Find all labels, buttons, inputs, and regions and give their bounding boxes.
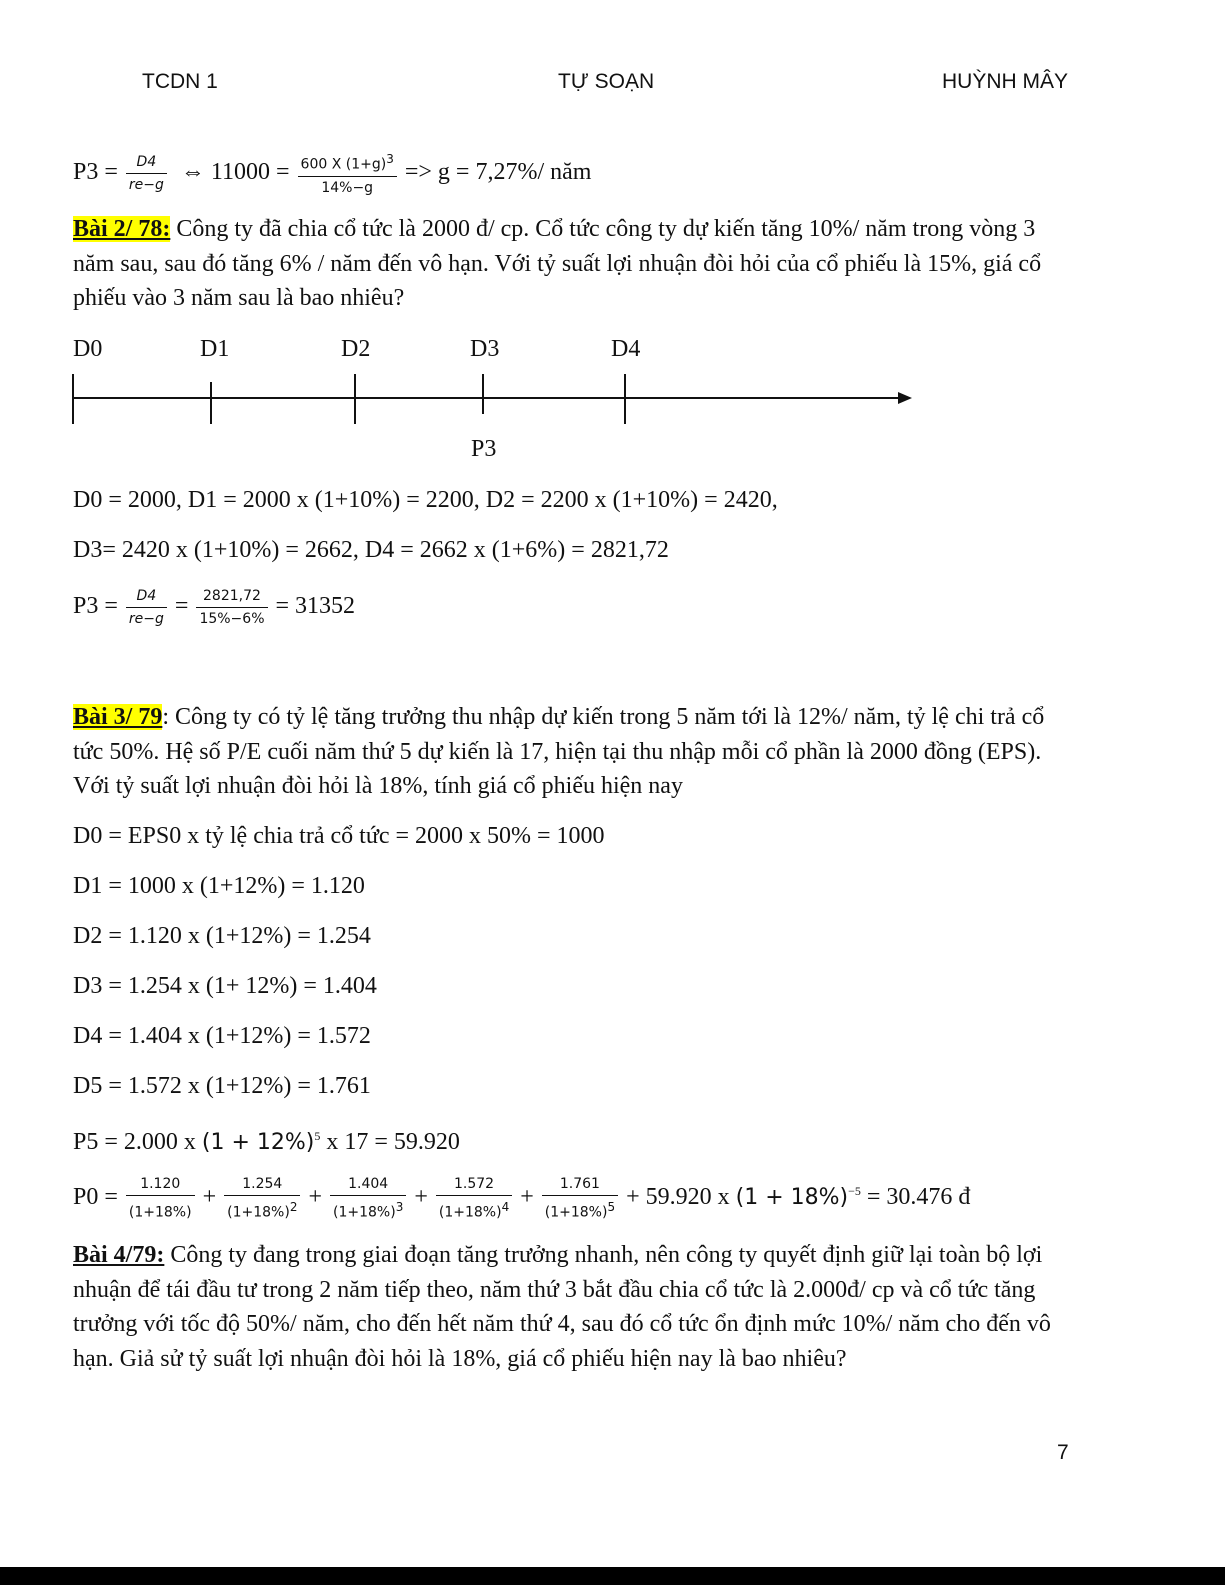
timeline-label-d3: D3 xyxy=(470,336,500,362)
bai3-label: Bài 3/ 79 xyxy=(73,704,163,730)
header-left: TCDN 1 xyxy=(142,70,218,93)
bai4-label: Bài 4/79: xyxy=(73,1242,165,1268)
timeline-label-d1: D1 xyxy=(200,336,230,362)
timeline-axis xyxy=(60,368,930,430)
fraction: $\frac{D4}{re-g}$ xyxy=(126,153,167,194)
fraction-term-2: $\frac{1.254}{(1+18\%)^2}$ xyxy=(224,1175,300,1222)
page-bottom-border xyxy=(0,1567,1225,1585)
timeline-label-p3: P3 xyxy=(471,436,497,462)
bai2-label: Bài 2/ 78: xyxy=(73,216,171,242)
bai3-p5-equation: P5 = 2.000 x $(1 + 12\%)^5$ x 17 = 59.920 xyxy=(73,1129,460,1155)
fraction-term-1: $\frac{1.120}{(1+18\%)}$ xyxy=(126,1175,195,1222)
bai3-line-d2: D2 = 1.120 x (1+12%) = 1.254 xyxy=(73,923,371,949)
bai3-line-d4: D4 = 1.404 x (1+12%) = 1.572 xyxy=(73,1023,371,1049)
timeline-arrow xyxy=(898,392,912,404)
bai2-problem: Bài 2/ 78: Công ty đã chia cổ tức là 2000 đ/ cp. Cổ tức công ty dự kiến tăng 10%/ năm trong vòng 3 năm sau, sau đó tăng 6% / năm đến vô hạn. Với tỷ suất lợi nhuận đòi hỏi của cổ phiếu là 15%, giá cổ phiếu vào 3 năm sau là bao nhiêu? xyxy=(73,216,1042,311)
fraction: $\frac{600 X (1+g)^3}{14\%-g}$ xyxy=(298,150,397,197)
fraction-term-4: $\frac{1.572}{(1+18\%)^4}$ xyxy=(436,1175,512,1222)
bai2-p3-equation: P3 = $\frac{D4}{re-g}$ = $\frac{2821,72}{15\%-6\%}$ = 31352 xyxy=(73,588,356,627)
page-number: 7 xyxy=(1057,1441,1069,1464)
timeline-label-d4: D4 xyxy=(611,336,641,362)
bai2-line-2: D3= 2420 x (1+10%) = 2662, D4 = 2662 x (1+6%) = 2821,72 xyxy=(73,537,669,563)
timeline-label-d0: D0 xyxy=(73,336,103,362)
fraction-term-5: $\frac{1.761}{(1+18\%)^5}$ xyxy=(542,1175,618,1222)
bai2-line-1: D0 = 2000, D1 = 2000 x (1+10%) = 2200, D2 = 2200 x (1+10%) = 2420, xyxy=(73,487,778,513)
bai3-problem: Bài 3/ 79: Công ty có tỷ lệ tăng trưởng thu nhập dự kiến trong 5 năm tới là 12%/ năm, tỷ lệ chi trả cổ tức 50%. Hệ số P/E cuối năm thứ 5 dự kiến là 17, hiện tại thu nhập mỗi cổ phần là 2000 đồng (EPS). Với tỷ suất lợi nhuận đòi hỏi là 18%, tính giá cổ phiếu hiện nay xyxy=(73,704,1045,799)
bai3-line-d0: D0 = EPS0 x tỷ lệ chia trả cổ tức = 2000 x 50% = 1000 xyxy=(73,823,605,849)
bai3-p0-equation: P0 = $\frac{1.120}{(1+18\%)}$ + $\frac{1.254}{(1+18\%)^2}$ + $\frac{1.404}{(1+18\%)^3}$ + $\frac{1.572}{(1+18\%)^4}$ + $\frac{1.761}{(1+18\%)^5}$ + 59.920 x $(1 + 18\%)^{-5} = 30.476$ đ xyxy=(73,1176,971,1221)
timeline-label-d2: D2 xyxy=(341,336,371,362)
header-right: HUỲNH MÂY xyxy=(942,70,1069,93)
bai3-line-d1: D1 = 1000 x (1+12%) = 1.120 xyxy=(73,873,365,899)
bai3-line-d5: D5 = 1.572 x (1+12%) = 1.761 xyxy=(73,1073,371,1099)
fraction: $\frac{D4}{re-g}$ xyxy=(126,587,167,628)
fraction: $\frac{2821,72}{15\%-6\%}$ xyxy=(196,587,267,628)
header-center: TỰ SOẠN xyxy=(558,70,655,93)
bai4-problem: Bài 4/79: Công ty đang trong giai đoạn tăng trưởng nhanh, nên công ty quyết định giữ lại toàn bộ lợi nhuận để tái đầu tư trong 2 năm tiếp theo, năm thứ 3 bắt đầu chia cổ tức là 2.000đ/ cp và cổ tức tăng trưởng với tốc độ 50%/ năm, cho đến hết năm thứ 4, sau đó cổ tức ổn định mức 10%/ năm cho đến vô hạn. Giả sử tỷ suất lợi nhuận đòi hỏi là 18%, giá cổ phiếu hiện nay là bao nhiêu? xyxy=(73,1242,1051,1372)
equation-p3-growth: P3 = $\frac{D4}{re-g}$ ⇔ 11000 = $\frac{600 X (1+g)^3}{14\%-g}$ => g = 7,27%/ năm xyxy=(73,152,592,196)
fraction-term-3: $\frac{1.404}{(1+18\%)^3}$ xyxy=(330,1175,406,1222)
bai3-line-d3: D3 = 1.254 x (1+ 12%) = 1.404 xyxy=(73,973,377,999)
